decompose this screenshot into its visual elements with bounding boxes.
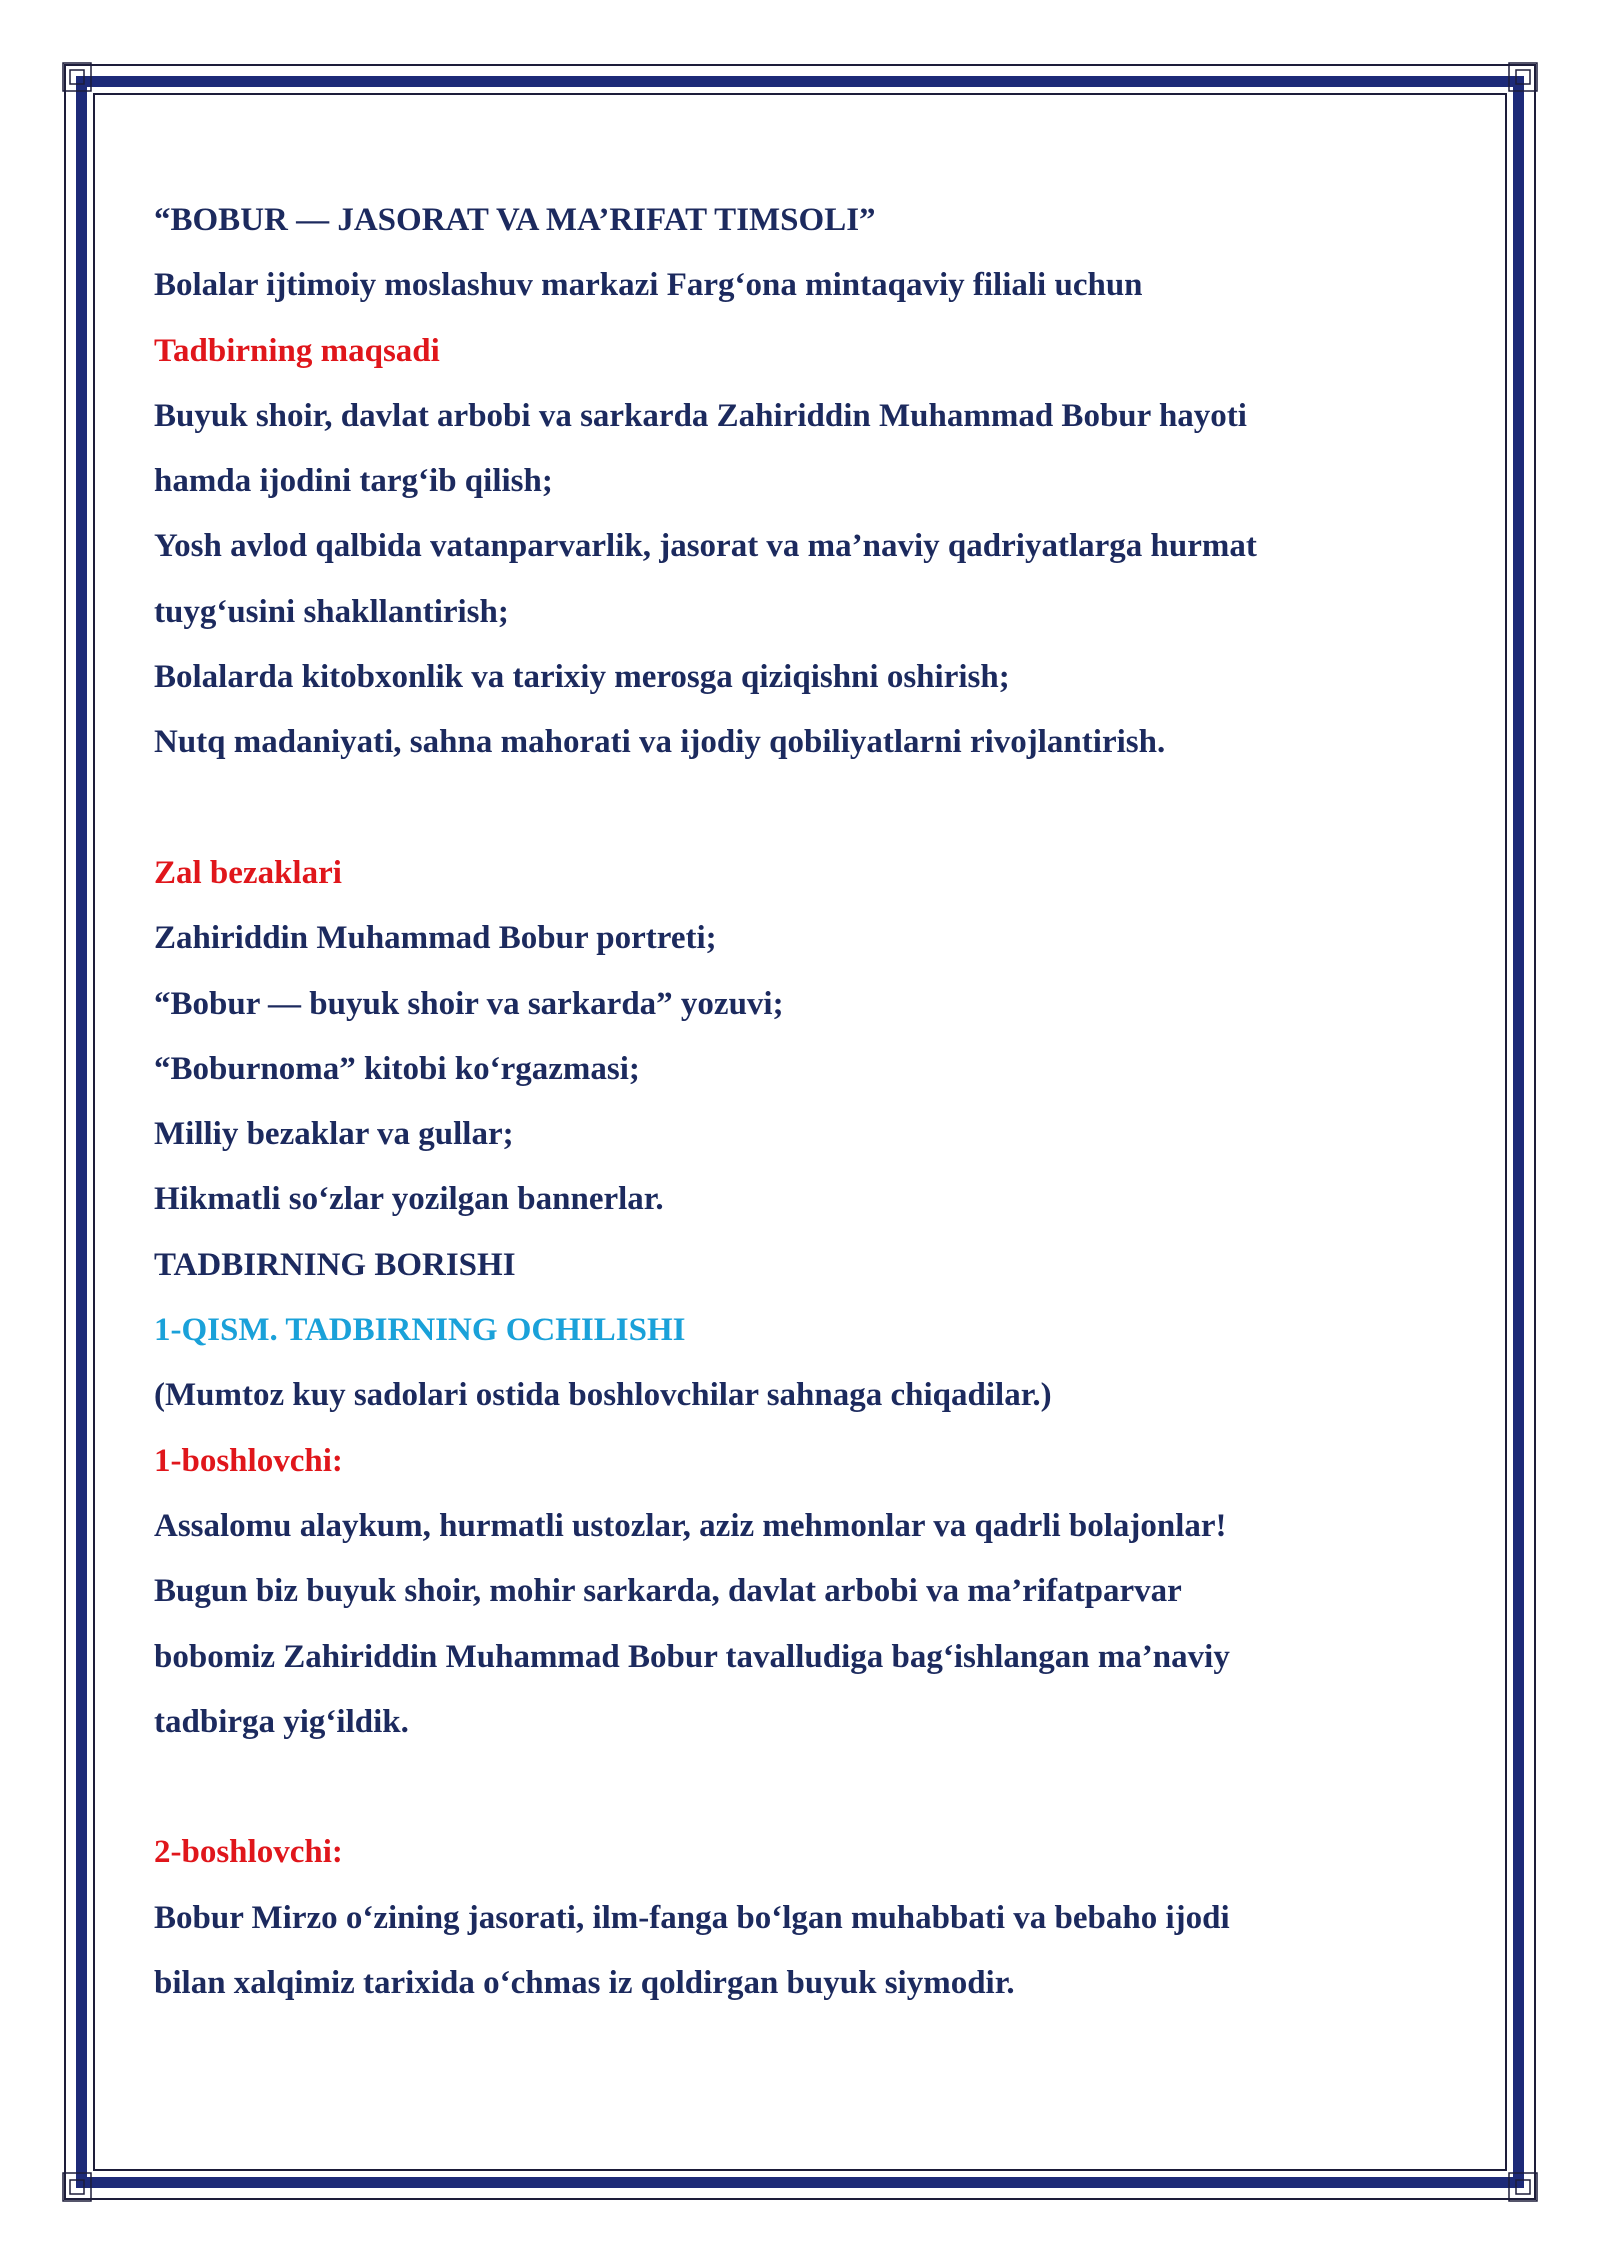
goal-heading: Tadbirning maqsadi [154, 332, 440, 369]
frame-corner-ornament [1508, 62, 1538, 92]
stage-note: (Mumtoz kuy sadolari ostida boshlovchilar sahnaga chiqadilar.) [154, 1377, 1052, 1414]
goal-line: hamda ijodini targ‘ib qilish; [154, 463, 553, 500]
document-subtitle: Bolalar ijtimoiy moslashuv markazi Farg‘ona mintaqaviy filiali uchun [154, 267, 1143, 304]
decor-item: Zahiriddin Muhammad Bobur portreti; [154, 920, 717, 957]
frame-corner-ornament [62, 2172, 92, 2202]
blank-line [154, 776, 1454, 841]
decor-item: “Bobur — buyuk shoir va sarkarda” yozuvi; [154, 985, 784, 1022]
host2-label: 2-boshlovchi: [154, 1834, 343, 1871]
frame-corner-ornament [62, 62, 92, 92]
decor-item: Milliy bezaklar va gullar; [154, 1116, 514, 1153]
document-body [154, 188, 1454, 2016]
goal-line: Bolalarda kitobxonlik va tarixiy merosga qiziqishni oshirish; [154, 659, 1010, 696]
goal-line: tuyg‘usini shakllantirish; [154, 593, 509, 630]
frame-corner-ornament [1508, 2172, 1538, 2202]
goal-line: Buyuk shoir, davlat arbobi va sarkarda Zahiriddin Muhammad Bobur hayoti [154, 397, 1247, 434]
decor-heading: Zal bezaklari [154, 854, 342, 891]
host1-text-line: tadbirga yig‘ildik. [154, 1703, 409, 1740]
goal-line: Yosh avlod qalbida vatanparvarlik, jasorat va ma’naviy qadriyatlarga hurmat [154, 528, 1257, 565]
host1-text-line: Bugun biz buyuk shoir, mohir sarkarda, davlat arbobi va ma’rifatparvar [154, 1573, 1182, 1610]
host2-text-line: Bobur Mirzo o‘zining jasorati, ilm-fanga bo‘lgan muhabbati va bebaho ijodi [154, 1899, 1230, 1936]
host2-text-line: bilan xalqimiz tarixida o‘chmas iz qoldirgan buyuk siymodir. [154, 1965, 1015, 2002]
host1-text-line: bobomiz Zahiriddin Muhammad Bobur tavalludiga bag‘ishlangan ma’naviy [154, 1638, 1230, 1675]
host1-label: 1-boshlovchi: [154, 1442, 343, 1479]
decor-item: “Boburnoma” kitobi ko‘rgazmasi; [154, 1050, 640, 1087]
blank-line [154, 1755, 1454, 1820]
decor-item: Hikmatli so‘zlar yozilgan bannerlar. [154, 1181, 664, 1218]
host1-text-line: Assalomu alaykum, hurmatli ustozlar, aziz mehmonlar va qadrli bolajonlar! [154, 1507, 1227, 1544]
program-heading: TADBIRNING BORISHI [154, 1246, 516, 1283]
goal-line: Nutq madaniyati, sahna mahorati va ijodiy qobiliyatlarni rivojlantirish. [154, 724, 1166, 761]
part1-heading: 1-QISM. TADBIRNING OCHILISHI [154, 1312, 686, 1349]
document-title: “BOBUR — JASORAT VA MA’RIFAT TIMSOLI” [154, 202, 876, 238]
